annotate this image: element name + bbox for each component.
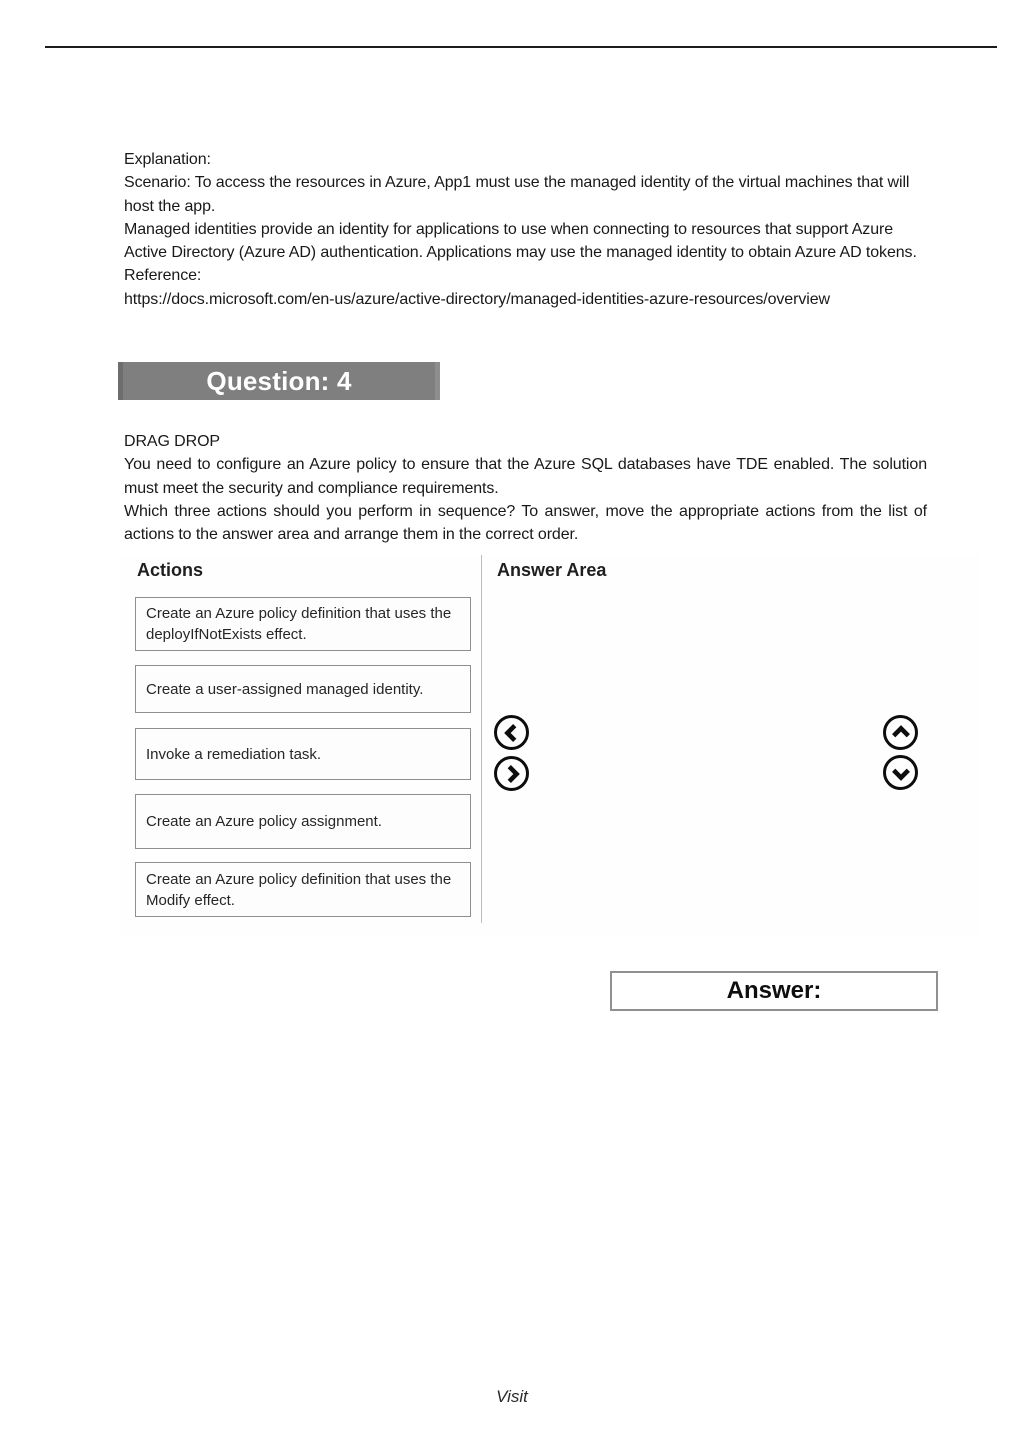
action-item-policy-assignment[interactable] [135,794,471,849]
answer-box [610,971,938,1011]
action-item-label: Create an Azure policy definition that uses the deployIfNotExists effect. [146,605,452,643]
visit-label: Visit [496,1387,528,1406]
action-item-label: Invoke a remediation task. [146,745,322,763]
chevron-up-icon [890,722,912,744]
action-item-remediation-task[interactable] [135,728,471,780]
move-down-button[interactable] [883,755,918,790]
explanation-scenario: Scenario: To access the resources in Azure, App1 must use the managed identity of the virtual machines that will host the app. [124,174,910,215]
answer-label: Answer: [726,977,822,1004]
question-header-label: Question: 4 [206,365,352,396]
page-footer [0,1387,1024,1407]
question-instruction: Which three actions should you perform in sequence? To answer, move the appropriate actions from the list of actions to the answer area and arrange them in the correct order. [124,502,927,544]
drag-drop-panel [120,555,980,935]
action-item-label: Create an Azure policy assignment. [146,813,382,830]
answer-area-column-header: Answer Area [497,560,607,580]
question-section [124,430,927,546]
actions-column-header: Actions [137,560,204,580]
action-item-deployifnotexists[interactable] [135,597,471,651]
move-up-button[interactable] [883,715,918,750]
question-intro: You need to configure an Azure policy to ensure that the Azure SQL databases have TDE enabled. The solution must meet the security and compliance requirements. [124,456,927,497]
column-divider [481,555,482,923]
action-item-label: Create a user-assigned managed identity. [146,680,424,698]
explanation-label: Explanation: [124,151,211,168]
question-header-bar [118,362,440,400]
action-item-managed-identity[interactable] [135,665,471,713]
reference-url[interactable]: https://docs.microsoft.com/en-us/azure/active-directory/managed-identities-azure-resources/overview [124,290,830,308]
move-left-button[interactable] [494,715,529,750]
chevron-right-icon [501,763,523,785]
action-item-modify-effect[interactable] [135,862,471,917]
header-rule [45,46,997,48]
chevron-down-icon [890,762,912,784]
action-item-label: Create an Azure policy definition that uses the Modify effect. [146,870,452,909]
move-right-button[interactable] [494,756,529,791]
explanation-section [124,148,927,311]
explanation-body: Managed identities provide an identity for applications to use when connecting to resources that support Azure Active Directory (Azure AD) authentication. Applications may use the managed identity to obtain Azure AD tokens. [124,220,917,262]
reference-label: Reference: [124,267,202,285]
chevron-left-icon [501,722,523,744]
question-type-label: DRAG DROP [124,433,220,450]
